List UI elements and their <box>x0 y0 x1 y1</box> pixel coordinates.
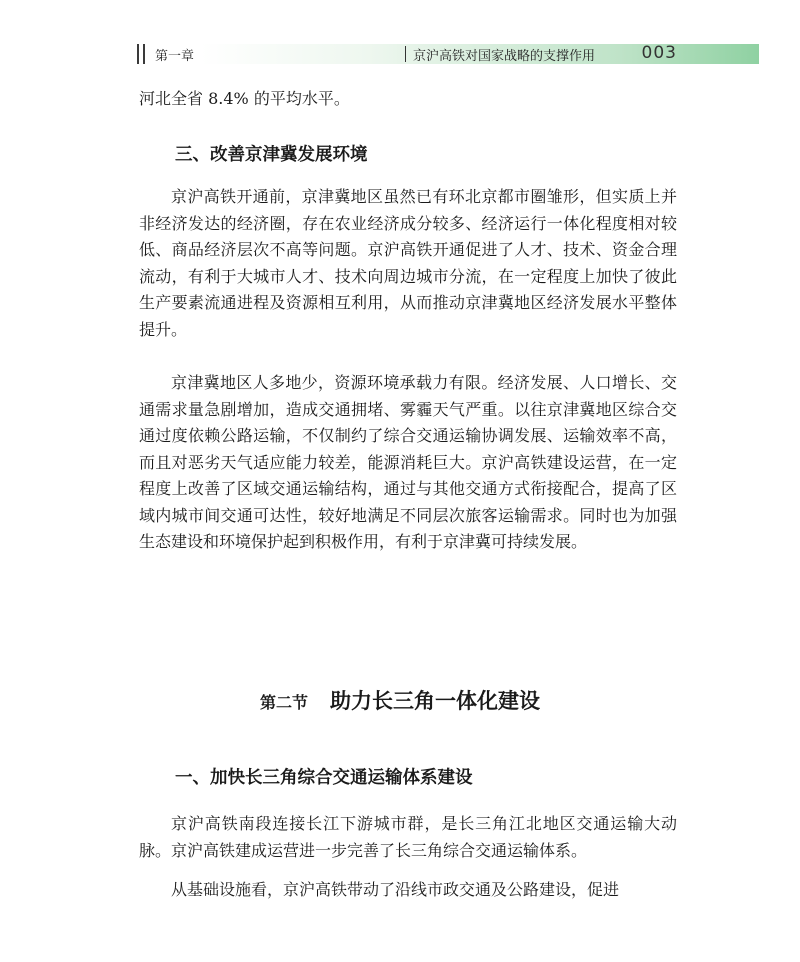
page-number: 003 <box>641 43 677 63</box>
paragraph-2: 京津冀地区人多地少，资源环境承载力有限。经济发展、人口增长、交通需求量急剧增加，造成交通拥堵、雾霾天气严重。以往京津冀地区综合交通过度依赖公路运输，不仅制约了综合交通运输协调发展、运输效率不高，而且对恶劣天气适应能力较差，能源消耗巨大。京沪高铁建设运营，在一定程度上改善了区域交通运输结构，通过与其他交通方式衔接配合，提高了区域内城市间交通可达性，较好地满足不同层次旅客运输需求。同时也为加强生态建设和环境保护起到积极作用，有利于京津冀可持续发展。 <box>139 373 677 551</box>
subsection-heading-3: 三、改善京津冀发展环境 <box>175 145 368 165</box>
continued-line: 河北全省 8.4% 的平均水平。 <box>139 89 350 108</box>
paragraph-1: 京沪高铁开通前，京津冀地区虽然已有环北京都市圈雏形，但实质上并非经济发达的经济圈，存在农业经济成分较多、经济运行一体化程度相对较低、商品经济层次不高等问题。京沪高铁开通促进了人才、技术、资金合理流动，有利于大城市人才、技术向周边城市分流，在一定程度上加快了彼此生产要素流通进程及资源相互利用，从而推动京津冀地区经济发展水平整体提升。 <box>139 187 677 339</box>
section-title: 助力长三角一体化建设 <box>330 688 540 713</box>
chapter-title: 京沪高铁对国家战略的支撑作用 <box>413 49 596 64</box>
header-rule-left-2 <box>143 44 145 64</box>
header-rule-left <box>137 44 139 64</box>
header-separator <box>405 46 406 62</box>
running-header <box>137 44 759 64</box>
subsection-heading-1: 一、加快长三角综合交通运输体系建设 <box>175 768 473 788</box>
paragraph-4: 从基础设施看，京沪高铁带动了沿线市政交通及公路建设，促进 <box>171 880 620 899</box>
chapter-label: 第一章 <box>155 49 195 64</box>
section-heading <box>0 685 800 715</box>
section-number: 第二节 <box>259 693 308 712</box>
paragraph-3: 京沪高铁南段连接长江下游城市群，是长三角江北地区交通运输大动脉。京沪高铁建成运营进一步完善了长三角综合交通运输体系。 <box>139 814 677 860</box>
